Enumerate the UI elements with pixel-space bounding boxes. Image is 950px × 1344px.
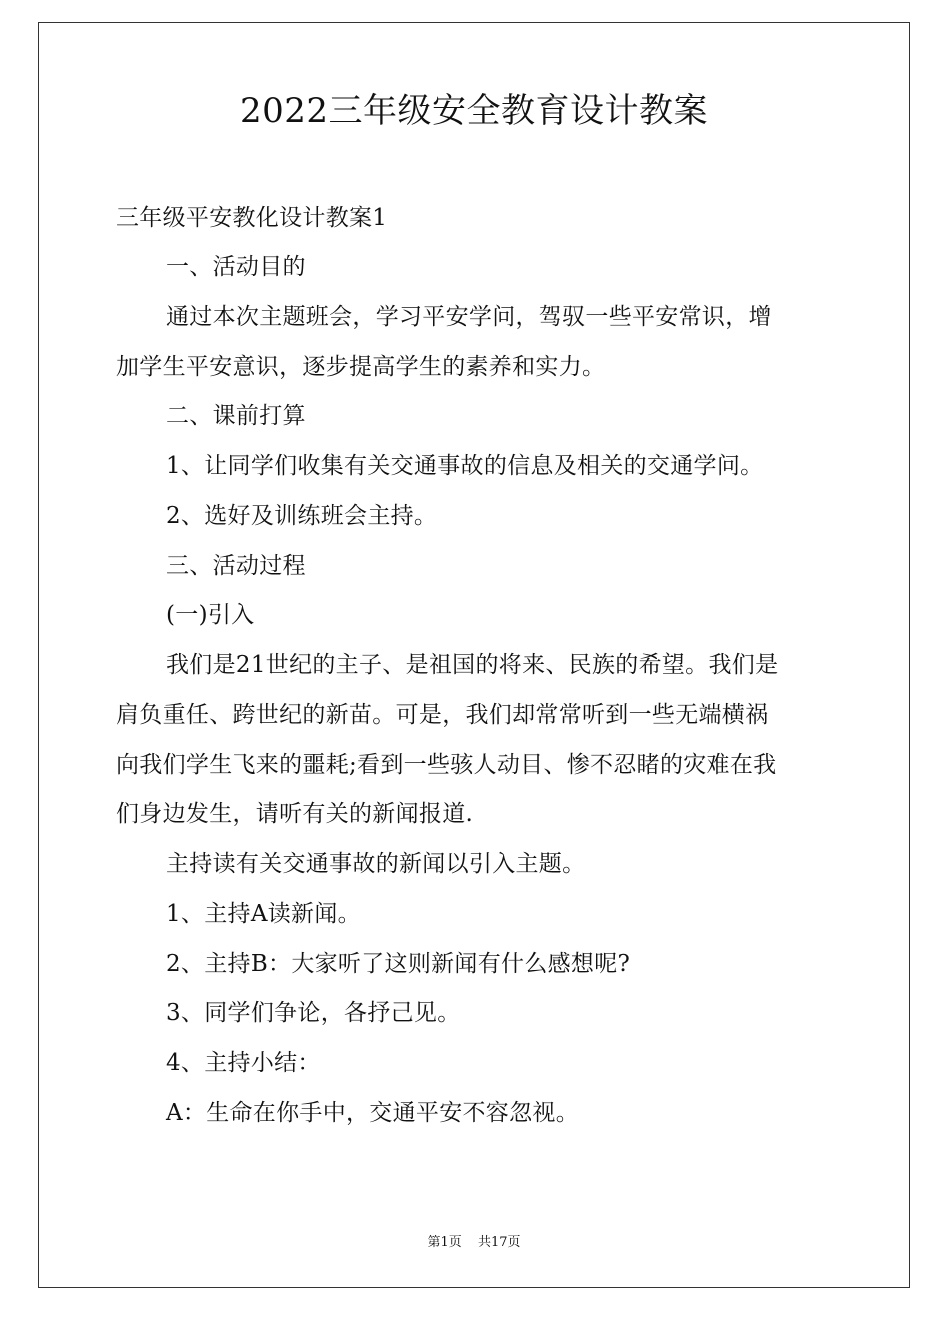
text-line: 三、活动过程 [166, 553, 306, 579]
text-line: 主持读有关交通事故的新闻以引入主题。 [166, 851, 586, 877]
text-line: 通过本次主题班会，学习平安学问，驾驭一些平安常识，增 [166, 304, 772, 330]
text-line: 我们是21世纪的主子、是祖国的将来、民族的希望。我们是 [166, 652, 779, 678]
page-number: 第1页 [427, 1235, 462, 1250]
page-footer [38, 1234, 910, 1252]
text-line: 二、课前打算 [166, 403, 306, 429]
document-title: 2022三年级安全教育设计教案 [239, 91, 709, 131]
text-line: 2、主持B：大家听了这则新闻有什么感想呢? [166, 951, 631, 977]
text-line: 向我们学生飞来的噩耗;看到一些骇人动目、惨不忍睹的灾难在我 [116, 752, 777, 778]
text-line: 1、主持A读新闻。 [166, 901, 361, 927]
text-line: (一)引入 [166, 602, 255, 628]
text-line: 们身边发生，请听有关的新闻报道. [116, 801, 474, 827]
text-line: 2、选好及训练班会主持。 [166, 503, 438, 529]
text-line: 肩负重任、跨世纪的新苗。可是，我们却常常听到一些无端横祸 [116, 702, 769, 728]
text-line: 3、同学们争论，各抒己见。 [166, 1000, 461, 1026]
text-line: 一、活动目的 [166, 254, 306, 280]
text-line: 4、主持小结： [166, 1050, 321, 1076]
text-line: 1、让同学们收集有关交通事故的信息及相关的交通学问。 [166, 453, 764, 479]
text-line: 三年级平安教化设计教案1 [116, 205, 388, 231]
text-line: A：生命在你手中，交通平安不容忽视。 [166, 1100, 580, 1126]
text-line: 加学生平安意识，逐步提高学生的素养和实力。 [116, 354, 606, 380]
page-total: 共17页 [477, 1235, 521, 1250]
